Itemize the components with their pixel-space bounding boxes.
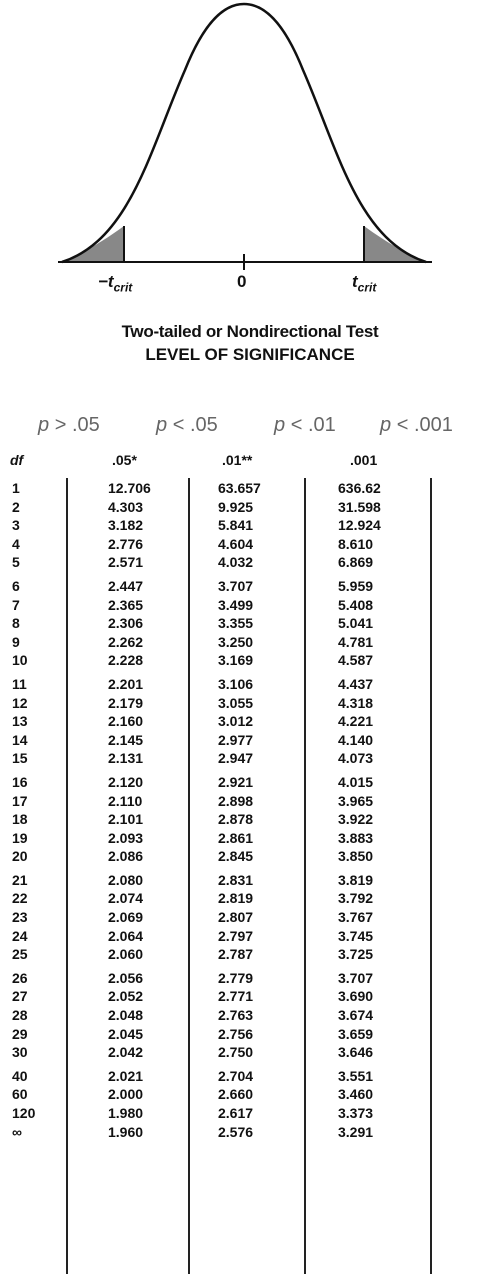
df-cell: 19: [12, 829, 28, 846]
value-cell-05: 2.447: [108, 577, 144, 594]
normal-curve-figure: [0, 0, 500, 275]
value-cell-001: 4.781: [338, 633, 374, 650]
table-row: [0, 909, 500, 928]
value-cell-05: 2.093: [108, 829, 144, 846]
table-row: [0, 1044, 500, 1063]
value-cell-001: 3.646: [338, 1044, 374, 1061]
value-cell-05: 2.042: [108, 1044, 144, 1061]
table-row: [0, 554, 500, 573]
df-cell: 120: [12, 1105, 36, 1121]
value-cell-01: 9.925: [218, 498, 254, 515]
df-cell: 10: [12, 652, 28, 669]
value-cell-001: 12.924: [338, 517, 381, 534]
df-cell: 2: [12, 498, 20, 515]
left-tcrit-label: $-t_{crit}$: [98, 272, 133, 295]
table-row: [0, 597, 500, 616]
p-header-gt-05: p > .05: [38, 414, 100, 436]
value-cell-05: 2.086: [108, 848, 144, 865]
value-cell-01: 2.878: [218, 811, 254, 828]
value-cell-01: 2.787: [218, 946, 254, 963]
value-cell-05: 2.201: [108, 675, 144, 692]
value-cell-001: 5.408: [338, 596, 374, 613]
value-cell-05: 1.960: [108, 1123, 144, 1140]
table-row: [0, 1124, 500, 1143]
value-cell-05: 2.145: [108, 731, 144, 748]
table-row: [0, 1026, 500, 1045]
value-cell-01: 2.861: [218, 829, 254, 846]
value-cell-05: 2.060: [108, 946, 144, 963]
table-row: [0, 1086, 500, 1105]
df-cell: 5: [12, 554, 20, 571]
df-cell: ∞: [12, 1123, 22, 1140]
value-cell-01: 2.807: [218, 909, 254, 926]
value-cell-01: 2.831: [218, 871, 254, 888]
value-cell-01: 2.771: [218, 988, 254, 1005]
significance-title: LEVEL OF SIGNIFICANCE: [145, 345, 355, 364]
df-cell: 12: [12, 694, 28, 711]
value-cell-001: 4.221: [338, 713, 374, 730]
table-row: [0, 1105, 500, 1124]
value-cell-05: 2.571: [108, 554, 144, 571]
df-cell: 16: [12, 773, 28, 790]
value-cell-001: 4.437: [338, 675, 374, 692]
table-row: [0, 1068, 500, 1087]
value-cell-05: 2.056: [108, 969, 144, 986]
table-row: [0, 499, 500, 518]
table-row: [0, 634, 500, 653]
df-cell: 30: [12, 1044, 28, 1061]
value-cell-05: 2.110: [108, 792, 143, 809]
column-header-05: .05*: [112, 452, 137, 468]
value-cell-05: 2.262: [108, 633, 144, 650]
value-cell-05: 2.064: [108, 927, 144, 944]
df-cell: 9: [12, 633, 20, 650]
value-cell-05: 2.069: [108, 909, 144, 926]
value-cell-001: 3.792: [338, 890, 374, 907]
value-cell-001: 3.725: [338, 946, 374, 963]
value-cell-001: 4.015: [338, 773, 374, 790]
df-cell: 20: [12, 848, 28, 865]
value-cell-05: 2.045: [108, 1025, 144, 1042]
table-row: [0, 946, 500, 965]
df-cell: 21: [12, 871, 28, 888]
df-cell: 60: [12, 1086, 28, 1103]
table-row: [0, 732, 500, 751]
value-cell-01: 2.704: [218, 1067, 254, 1084]
value-cell-05: 2.101: [108, 811, 144, 828]
df-cell: 1: [12, 480, 20, 496]
table-row: [0, 676, 500, 695]
value-cell-001: 3.373: [338, 1105, 374, 1121]
value-cell-001: 3.767: [338, 909, 374, 926]
value-cell-001: 3.883: [338, 829, 374, 846]
value-cell-001: 3.850: [338, 848, 374, 865]
table-row: [0, 830, 500, 849]
table-row: [0, 615, 500, 634]
value-cell-05: 3.182: [108, 517, 144, 534]
table-row: [0, 848, 500, 867]
value-cell-001: 31.598: [338, 498, 381, 515]
df-cell: 18: [12, 811, 28, 828]
p-header-lt-01: p < .01: [274, 414, 336, 436]
value-cell-01: 2.797: [218, 927, 254, 944]
value-cell-001: 5.041: [338, 615, 374, 632]
table-row: [0, 480, 500, 499]
value-cell-05: 2.074: [108, 890, 144, 907]
value-cell-01: 2.750: [218, 1044, 254, 1061]
value-cell-05: 2.306: [108, 615, 144, 632]
df-cell: 28: [12, 1007, 28, 1024]
table-row: [0, 811, 500, 830]
table-row: [0, 695, 500, 714]
df-cell: 17: [12, 792, 28, 809]
center-zero-label: 0: [237, 272, 247, 291]
right-tcrit-label: $t_{crit}$: [352, 272, 377, 295]
value-cell-05: 2.179: [108, 694, 144, 711]
value-cell-001: 4.073: [338, 750, 374, 767]
value-cell-01: 3.707: [218, 577, 254, 594]
value-cell-01: 3.355: [218, 615, 254, 632]
column-header-df: df: [10, 452, 24, 468]
value-cell-01: 5.841: [218, 517, 254, 534]
value-cell-05: 2.776: [108, 535, 144, 552]
df-cell: 4: [12, 535, 20, 552]
df-cell: 7: [12, 596, 20, 613]
df-cell: 24: [12, 927, 28, 944]
value-cell-001: 8.610: [338, 535, 374, 552]
value-cell-05: 2.131: [108, 750, 144, 767]
df-cell: 13: [12, 713, 28, 730]
value-cell-05: 2.120: [108, 773, 144, 790]
value-cell-001: 636.62: [338, 480, 381, 496]
value-cell-001: 3.707: [338, 969, 374, 986]
column-header-01: .01**: [222, 452, 253, 468]
value-cell-05: 2.000: [108, 1086, 144, 1103]
value-cell-05: 2.365: [108, 596, 144, 613]
value-cell-01: 2.845: [218, 848, 254, 865]
value-cell-01: 3.106: [218, 675, 254, 692]
column-header-001: .001: [350, 452, 378, 468]
value-cell-05: 2.021: [108, 1067, 144, 1084]
df-cell: 23: [12, 909, 28, 926]
value-cell-01: 2.756: [218, 1025, 254, 1042]
df-cell: 14: [12, 731, 28, 748]
value-cell-001: 4.318: [338, 694, 374, 711]
value-cell-01: 2.779: [218, 969, 254, 986]
df-cell: 25: [12, 946, 28, 963]
table-row: [0, 774, 500, 793]
value-cell-001: 3.674: [338, 1007, 374, 1024]
value-cell-001: 6.869: [338, 554, 374, 571]
value-cell-05: 1.980: [108, 1105, 144, 1121]
bell-curve: [62, 4, 426, 262]
value-cell-001: 3.922: [338, 811, 374, 828]
value-cell-05: 2.080: [108, 871, 144, 888]
table-row: [0, 536, 500, 555]
table-row: [0, 872, 500, 891]
value-cell-01: 2.819: [218, 890, 254, 907]
table-row: [0, 988, 500, 1007]
value-cell-01: 2.660: [218, 1086, 254, 1103]
value-cell-01: 3.250: [218, 633, 254, 650]
value-cell-01: 3.012: [218, 713, 254, 730]
table-row: [0, 517, 500, 536]
value-cell-01: 2.947: [218, 750, 254, 767]
value-cell-01: 2.977: [218, 731, 254, 748]
value-cell-05: 12.706: [108, 480, 151, 496]
value-cell-01: 2.763: [218, 1007, 254, 1024]
value-cell-01: 63.657: [218, 480, 261, 496]
value-cell-05: 2.048: [108, 1007, 144, 1024]
table-row: [0, 890, 500, 909]
df-cell: 6: [12, 577, 20, 594]
value-cell-01: 3.169: [218, 652, 254, 669]
value-cell-001: 5.959: [338, 577, 374, 594]
table-row: [0, 970, 500, 989]
table-row: [0, 652, 500, 671]
value-cell-01: 2.921: [218, 773, 254, 790]
value-cell-001: 3.690: [338, 988, 374, 1005]
value-cell-01: 2.576: [218, 1123, 254, 1140]
value-cell-001: 3.819: [338, 871, 374, 888]
value-cell-05: 2.228: [108, 652, 144, 669]
value-cell-001: 3.659: [338, 1025, 374, 1042]
p-header-lt-001: p < .001: [380, 414, 453, 436]
df-cell: 27: [12, 988, 28, 1005]
df-cell: 40: [12, 1067, 28, 1084]
df-cell: 3: [12, 517, 20, 534]
value-cell-01: 4.604: [218, 535, 254, 552]
value-cell-01: 2.898: [218, 792, 254, 809]
table-row: [0, 793, 500, 812]
value-cell-001: 3.291: [338, 1123, 374, 1140]
table-row: [0, 750, 500, 769]
test-type-title: Two-tailed or Nondirectional Test: [121, 322, 379, 341]
table-row: [0, 578, 500, 597]
value-cell-001: 3.551: [338, 1067, 374, 1084]
df-cell: 22: [12, 890, 28, 907]
value-cell-01: 2.617: [218, 1105, 254, 1121]
value-cell-01: 4.032: [218, 554, 254, 571]
value-cell-05: 4.303: [108, 498, 144, 515]
value-cell-001: 3.745: [338, 927, 374, 944]
table-row: [0, 713, 500, 732]
table-row: [0, 1007, 500, 1026]
value-cell-001: 4.587: [338, 652, 374, 669]
df-cell: 15: [12, 750, 28, 767]
df-cell: 26: [12, 969, 28, 986]
value-cell-001: 3.460: [338, 1086, 374, 1103]
df-cell: 11: [12, 675, 27, 692]
value-cell-001: 3.965: [338, 792, 374, 809]
value-cell-05: 2.052: [108, 988, 144, 1005]
df-cell: 29: [12, 1025, 28, 1042]
value-cell-01: 3.055: [218, 694, 254, 711]
table-row: [0, 928, 500, 947]
value-cell-01: 3.499: [218, 596, 254, 613]
value-cell-05: 2.160: [108, 713, 144, 730]
df-cell: 8: [12, 615, 20, 632]
p-header-lt-05: p < .05: [156, 414, 218, 436]
value-cell-001: 4.140: [338, 731, 374, 748]
critical-values-table: [0, 480, 500, 1142]
